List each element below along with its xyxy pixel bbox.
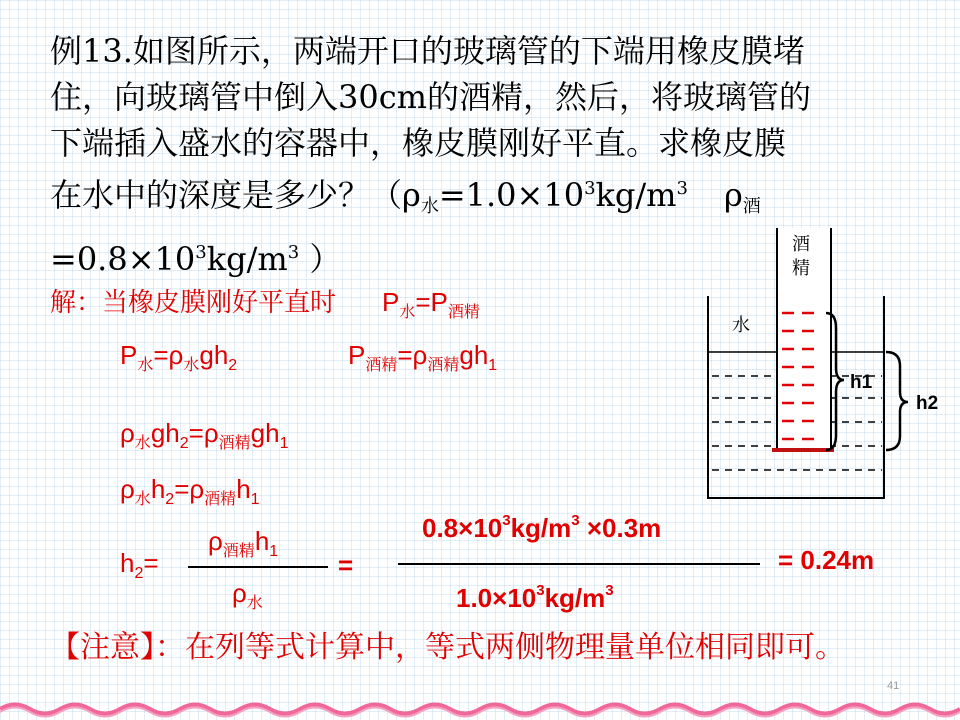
eq3-d: gh — [250, 418, 280, 448]
exponent: 3 — [676, 178, 688, 199]
eq2-sub3: 1 — [488, 357, 498, 374]
problem-line-4a: 在水中的深度是多少？（ρ — [50, 176, 421, 214]
eq4-c: =ρ — [174, 474, 205, 504]
eq3-sub4: 1 — [279, 435, 289, 452]
problem-line-4 — [50, 166, 940, 230]
eq2-end: gh — [459, 340, 489, 370]
frac2-num-b: kg/m — [510, 513, 572, 543]
eq4-b: h — [150, 474, 166, 504]
eq2-sub: 酒精 — [365, 355, 398, 374]
decorative-border — [0, 698, 960, 720]
eq3-sub1: 水 — [134, 433, 151, 452]
subscript-alcohol: 酒 — [742, 196, 761, 217]
frac2-den-a: 1.0×10 — [456, 583, 537, 613]
frac2-den-exp: 3 — [536, 582, 545, 599]
label-alcohol-1: 酒 — [792, 234, 810, 255]
eq1-P: P — [120, 340, 138, 370]
frac1-num-sub: 酒精 — [222, 541, 255, 560]
eq2-sub2: 酒精 — [427, 355, 460, 374]
eq1-end: gh — [199, 340, 229, 370]
eq3-a: ρ — [120, 418, 135, 448]
h2-brace — [886, 352, 908, 450]
label-alcohol-2: 精 — [792, 258, 810, 279]
equation-pressure-alcohol — [348, 340, 497, 375]
tube-diagram — [690, 228, 939, 503]
problem-line-1: 例13.如图所示，两端开口的玻璃管的下端用橡皮膜堵 — [50, 32, 805, 70]
eq2-P: P — [348, 340, 366, 370]
fraction1-denominator — [232, 578, 263, 613]
eq0-mid: =P — [415, 287, 448, 317]
eq1-mid: =ρ — [153, 340, 184, 370]
problem-line-5a: =0.8×10 — [50, 240, 196, 278]
h2-label — [120, 548, 159, 583]
eq3-c: =ρ — [188, 418, 219, 448]
eq0-sub-water: 水 — [399, 302, 416, 321]
eq2-mid: =ρ — [397, 340, 428, 370]
frac1-den-sub: 水 — [246, 593, 263, 612]
note-text: 【注意】：在列等式计算中，等式两侧物理量单位相同即可。 — [50, 630, 845, 665]
solution-intro-text: 解：当橡皮膜刚好平直时 — [50, 288, 337, 318]
exponent: 3 — [287, 242, 300, 263]
equation-pressure-water — [120, 340, 237, 375]
eq3-sub3: 酒精 — [218, 433, 251, 452]
frac1-num-h: h — [254, 526, 270, 556]
frac1-num-sub2: 1 — [269, 543, 279, 560]
problem-line-4b: =1.0×10 — [438, 176, 585, 214]
page-number: 41 — [887, 680, 900, 692]
eq3-sub2: 2 — [179, 435, 189, 452]
problem-line-5b: kg/m — [206, 240, 288, 278]
problem-line-3: 下端插入盛水的容器中，橡皮膜刚好平直。求橡皮膜 — [50, 124, 787, 162]
problem-line-4c: kg/m — [595, 176, 677, 214]
frac2-den-b: kg/m — [544, 583, 606, 613]
eq4-a: ρ — [120, 474, 135, 504]
frac2-num-c: ×0.3m — [579, 513, 662, 543]
fraction1-bar — [188, 566, 328, 568]
label-h2: h2 — [916, 393, 939, 414]
result-value: = 0.24m — [778, 545, 875, 575]
eq1-sub: 水 — [137, 355, 154, 374]
fraction2-bar — [398, 563, 760, 565]
frac2-den-exp2: 3 — [605, 582, 614, 599]
solution-intro — [50, 282, 480, 322]
equals-sign: = — [338, 550, 354, 580]
eq4-d: h — [236, 474, 251, 504]
problem-line-2: 住，向玻璃管中倒入30cm的酒精，然后，将玻璃管的 — [50, 78, 811, 116]
h2-sub: 2 — [134, 565, 144, 582]
eq0-P: P — [382, 287, 400, 317]
frac2-num-a: 0.8×10 — [422, 513, 503, 543]
frac2-num-exp2: 3 — [571, 512, 580, 529]
frac2-num-exp: 3 — [502, 512, 511, 529]
exponent: 3 — [195, 242, 207, 263]
eq4-sub1: 水 — [134, 489, 151, 508]
eq1-sub2: 水 — [183, 355, 200, 374]
exponent: 3 — [584, 178, 596, 199]
label-h1: h1 — [850, 372, 873, 393]
eq4-sub4: 1 — [250, 491, 260, 508]
eq0-sub-alcohol: 酒精 — [447, 302, 480, 321]
fraction1-numerator — [208, 526, 278, 561]
eq3-b: gh — [150, 418, 180, 448]
eq1-sub3: 2 — [228, 357, 238, 374]
fraction2-denominator — [456, 582, 614, 614]
frac1-den-rho: ρ — [232, 578, 247, 608]
equation-simplified — [120, 474, 260, 509]
equation-balance — [120, 418, 288, 453]
problem-line-5c: ） — [299, 240, 342, 278]
h2-h: h — [120, 548, 135, 578]
fraction2-numerator — [422, 512, 661, 544]
problem-line-4d: ρ — [723, 176, 743, 214]
subscript-water: 水 — [420, 196, 439, 217]
eq4-sub2: 2 — [165, 491, 175, 508]
frac1-num-rho: ρ — [208, 526, 223, 556]
eq4-sub3: 酒精 — [204, 489, 237, 508]
label-water: 水 — [732, 315, 750, 336]
h2-equals: = — [143, 548, 159, 578]
